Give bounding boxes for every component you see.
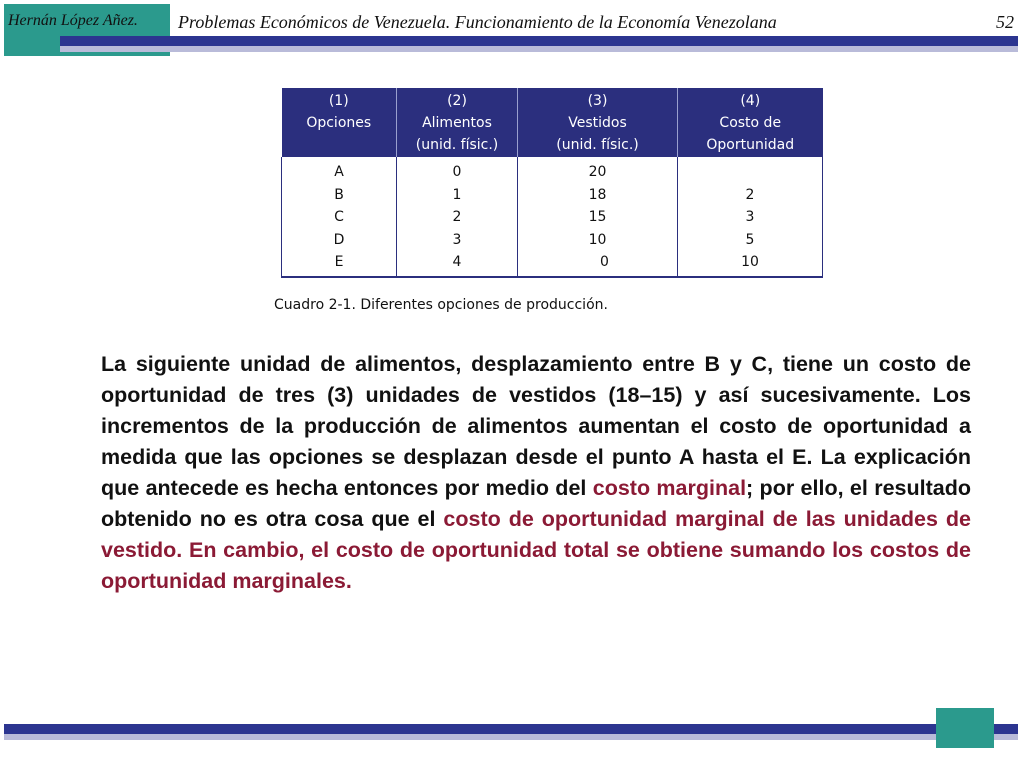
header-line: (1)	[328, 93, 349, 109]
paragraph-text: ; por ello, el resultado obtenido no es otra cosa que el	[101, 476, 971, 531]
header-line: (4)	[740, 93, 761, 109]
table-cell: 5	[745, 231, 755, 248]
table-cell: A	[334, 164, 344, 180]
table-row	[282, 157, 823, 277]
paragraph-text: La siguiente unidad de alimentos, desplazamiento entre B y C, tiene un costo de oportunidad de tres (3) unidades de vestidos (18–15) y así sucesivamente. Los incrementos de la producción de alimentos aumentan el costo de oportunidad a medida que las opciones se desplazan desde el punto A hasta el E. La explicación que antecede es hecha entonces por medio del	[101, 352, 971, 500]
table-cell: 2	[452, 209, 462, 225]
header-line: (2)	[447, 93, 467, 109]
table-cell: 0	[452, 164, 462, 180]
table-cell: 15	[588, 209, 607, 225]
col-costo-oportunidad	[678, 157, 823, 277]
table-cell: E	[334, 254, 344, 270]
table-cell: 3	[452, 231, 462, 248]
header-cell-opciones	[282, 88, 397, 157]
header-line: Vestidos	[568, 115, 627, 131]
header-rule-shadow	[60, 46, 1018, 52]
table-cell: 2	[745, 186, 755, 203]
table-caption: Cuadro 2-1. Diferentes opciones de producción.	[274, 297, 608, 313]
col-opciones	[282, 157, 397, 277]
header-line: (unid. físic.)	[415, 137, 499, 153]
footer-rule	[4, 724, 1018, 734]
table-cell: D	[333, 231, 345, 248]
header-line: Opciones	[306, 115, 372, 131]
header-title: Problemas Económicos de Venezuela. Funcionamiento de la Economía Venezolana	[178, 12, 777, 32]
table-cell: 10	[741, 254, 759, 270]
table-cell: B	[334, 186, 344, 203]
table-cell: 10	[588, 231, 607, 248]
author-name: Hernán López Añez.	[8, 12, 138, 29]
table-cell: 0	[600, 254, 609, 270]
header-line: Oportunidad	[706, 137, 795, 153]
header-line: (unid. físic.)	[556, 137, 639, 153]
table-cell: 3	[745, 209, 755, 225]
table-cell: C	[334, 209, 344, 225]
table-cell: 18	[588, 186, 607, 203]
header-line: Costo de	[719, 115, 782, 131]
header-line: (3)	[587, 93, 608, 109]
header-cell-alimentos	[397, 88, 518, 157]
header-cell-vestidos	[518, 88, 678, 157]
header-cell-costo	[678, 88, 823, 157]
footer-box	[936, 708, 994, 748]
table-cell: 4	[452, 254, 462, 270]
body-paragraph	[101, 349, 971, 597]
col-vestidos	[518, 157, 678, 277]
highlight-costo-marginal: costo marginal	[592, 476, 747, 500]
options-table	[281, 88, 823, 278]
header-rule	[60, 36, 1018, 46]
table-header-row	[282, 88, 823, 157]
footer-rule-shadow	[4, 734, 1018, 740]
highlight-costo-oportunidad: costo de oportunidad marginal de las unidades de vestido. En cambio, el costo de oportunidad total se obtiene sumando los costos de oportunidad marginales.	[101, 507, 971, 593]
table-cell: 20	[588, 164, 607, 180]
header-line: Alimentos	[422, 115, 492, 131]
page-number: 52	[996, 12, 1014, 32]
col-alimentos	[397, 157, 518, 277]
table-cell: 1	[452, 186, 462, 203]
